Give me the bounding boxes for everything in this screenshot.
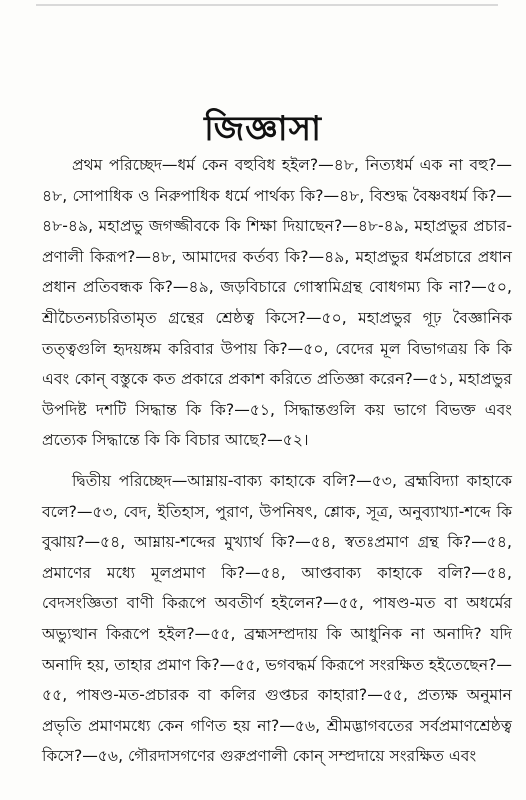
paragraph-chapter-1: প্রথম পরিচ্ছেদ—ধর্ম কেন বহুবিধ হইল?—৪৮, নিত্যধর্ম এক না বহু?—৪৮, সোপাধিক ও নিরুপাধিক ধর্মে পার্থক্য কি?—৪৮, বিশুদ্ধ বৈষ্ণবধর্ম কি?—৪৮-৪৯, মহাপ্রভু জগজ্জীবকে কি শিক্ষা দিয়াছেন?—৪৮-৪৯, মহাপ্রভুর প্রচার-প্রণালী কিরূপ?—৪৮, আমাদের কর্তব্য কি?—৪৯, মহাপ্রভুর ধর্মপ্রচারে প্রধান প্রধান প্রতিবন্ধক কি?—৪৯, জড়বিচারে গোস্বামিগ্রন্থ বোধগম্য কি না?—৫০, শ্রীচৈতন্যচরিতামৃত গ্রন্থের শ্রেষ্ঠত্ব কিসে?—৫০, মহাপ্রভুর গূঢ় বৈজ্ঞানিক তত্ত্বগুলি হৃদয়ঙ্গম করিবার উপায় কি?—৫০, বেদের মূল বিভাগত্রয় কি কি এবং কোন্ বস্তুকে কত প্রকারে প্রকাশ করিতে প্রতিজ্ঞা করেন?—৫১, মহাপ্রভুর উপদিষ্ট দশটি সিদ্ধান্ত কি কি?—৫১, সিদ্ধান্তগুলি কয় ভাগে বিভক্ত এবং প্রত্যেক সিদ্ধান্তে কি কি বিচার আছে?—৫২। <box>42 156 512 450</box>
page-body <box>42 150 512 772</box>
page-top-edge <box>36 4 498 6</box>
page-title: জিজ্ঞাসা <box>204 108 322 149</box>
paragraph-chapter-2: দ্বিতীয় পরিচ্ছেদ—আম্নায়-বাক্য কাহাকে বলি?—৫৩, ব্রহ্মবিদ্যা কাহাকে বলে?—৫৩, বেদ, ইতিহাস, পুরাণ, উপনিষৎ, শ্লোক, সূত্র, অনুব্যাখ্যা-শব্দে কি বুঝায়?—৫৪, আম্নায়-শব্দের মুখ্যার্থ কি?—৫৪, স্বতঃপ্রমাণ গ্রন্থ কি?—৫৪, প্রমাণের মধ্যে মূলপ্রমাণ কি?—৫৪, আপ্তবাক্য কাহাকে বলি?—৫৪, বেদসংজ্ঞিতা বাণী কিরূপে অবতীর্ণ হইলেন?—৫৫, পাষণ্ড-মত বা অধর্মের অভ্যুত্থান কিরূপে হইল?—৫৫, ব্রহ্মসম্প্রদায় কি আধুনিক না অনাদি? যদি অনাদি হয়, তাহার প্রমাণ কি?—৫৫, ভগবদ্ধর্ম কিরূপে সংরক্ষিত হইতেছেন?—৫৫, পাষণ্ড-মত-প্রচারক বা কলির গুপ্তচর কাহারা?—৫৫, প্রত্যক্ষ অনুমান প্রভৃতি প্রমাণমধ্যে কেন গণিত হয় না?—৫৬, শ্রীমদ্ভাগবতের সর্বপ্রমাণশ্রেষ্ঠত্ব কিসে?—৫৬, গৌরদাসগণের গুরুপ্রণালী কোন্ সম্প্রদায়ে সংরক্ষিত এবং <box>42 471 512 766</box>
